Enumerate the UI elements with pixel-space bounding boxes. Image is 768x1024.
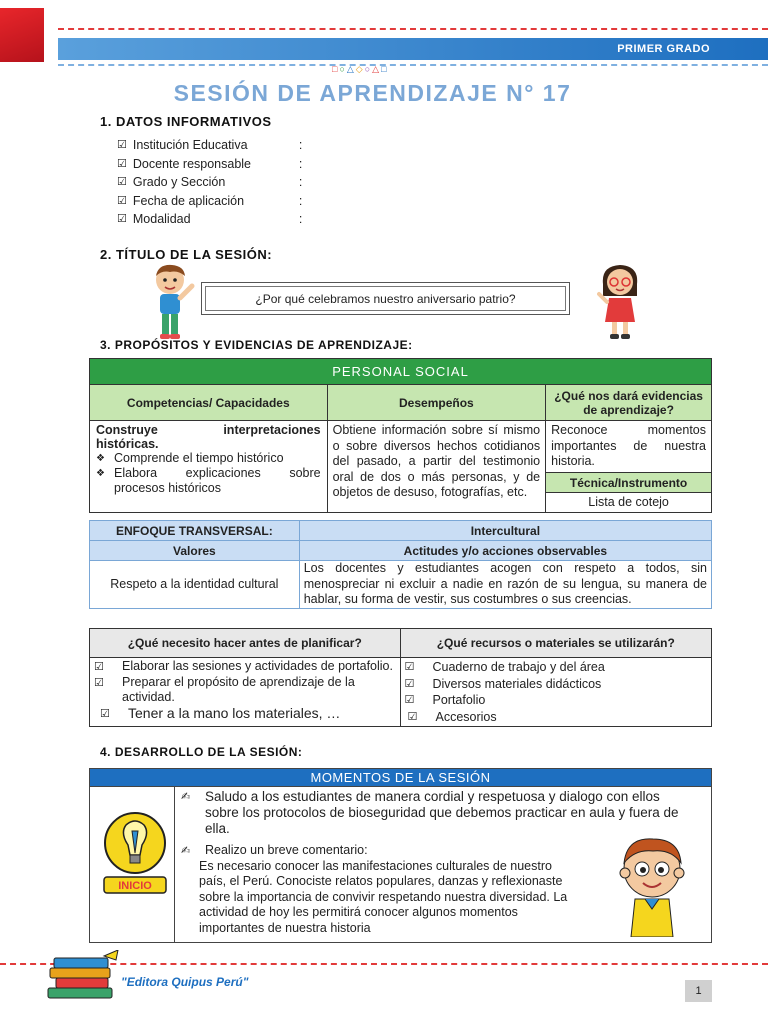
paragraph-2: ✍ Realizo un breve comentario: xyxy=(181,843,368,857)
section2-heading: 2. TÍTULO DE LA SESIÓN: xyxy=(100,247,273,262)
bullet-icon: ❖ xyxy=(96,453,105,464)
checkbox-icon: ☑ xyxy=(94,660,104,673)
boy-illustration xyxy=(148,262,196,340)
area-header: PERSONAL SOCIAL xyxy=(90,359,712,385)
section1-heading: 1. DATOS INFORMATIVOS xyxy=(100,114,272,129)
col-resources: ¿Qué recursos o materiales se utilizarán? xyxy=(400,629,712,658)
col-before: ¿Qué necesito hacer antes de planificar? xyxy=(90,629,401,658)
boy-thinking-illustration xyxy=(609,827,695,937)
capacidad-item: ❖ Comprende el tiempo histórico xyxy=(96,451,284,465)
list-item: ☑ Tener a la mano los materiales, … xyxy=(100,704,341,721)
datos-item: ☑ Docente responsable : xyxy=(117,155,302,174)
resources-list xyxy=(400,658,712,727)
shapes-decoration: □○△◇○△□ xyxy=(332,64,389,74)
tecnica-cell xyxy=(546,472,712,512)
checkbox-icon: ☑ xyxy=(117,212,127,225)
momentos-header: MOMENTOS DE LA SESIÓN xyxy=(90,769,712,787)
momentos-table xyxy=(89,768,712,943)
valor: Respeto a la identidad cultural xyxy=(90,561,300,609)
tecnica-label: Técnica/Instrumento xyxy=(546,473,711,493)
books-illustration xyxy=(44,950,122,1002)
session-question: ¿Por qué celebramos nuestro aniversario patrio? xyxy=(255,291,516,306)
checkbox-icon: ☑ xyxy=(404,660,415,673)
pen-icon: ✍ xyxy=(181,844,191,857)
section3-heading: 3. PROPÓSITOS Y EVIDENCIAS DE APRENDIZAJE: xyxy=(100,338,413,352)
datos-item: ☑ Modalidad : xyxy=(117,210,302,229)
header-dashed-line xyxy=(58,64,768,66)
page-title: SESIÓN DE APRENDIZAJE N° 17 xyxy=(173,80,572,106)
list-item: ☑ Preparar el propósito de aprendizaje de la actividad. xyxy=(94,674,355,704)
col-desempenos: Desempeños xyxy=(327,385,546,421)
list-item: ☑ Cuaderno de trabajo y del área xyxy=(404,660,605,674)
grade-label: PRIMER GRADO xyxy=(617,43,710,55)
section4-heading: 4. DESARROLLO DE LA SESIÓN: xyxy=(100,745,303,759)
inicio-label: INICIO xyxy=(118,880,152,892)
capacidad-item: ❖ Elabora explicaciones sobre procesos históricos xyxy=(96,466,321,495)
list-item: ☑ Elaborar las sesiones y actividades de portafolio. xyxy=(94,659,393,673)
paragraph-3: Es necesario conocer las manifestaciones culturales de nuestro país, el Perú. Conociste relatos populares, danzas y reflexionaste sobre la importancia de convivir respetando nuestra diversidad. La actividad de hoy les permitirá conocer algunos momentos importantes de nuestra historia xyxy=(199,858,568,935)
checkbox-icon: ☑ xyxy=(404,693,415,706)
pen-icon: ✍ xyxy=(181,790,191,803)
checkbox-icon: ☑ xyxy=(404,676,415,690)
propositos-table xyxy=(89,358,712,513)
tecnica-value: Lista de cotejo xyxy=(588,494,669,509)
evidencia: Reconoce momentos importantes de nuestra historia. xyxy=(546,421,712,473)
page-number: 1 xyxy=(685,980,712,1002)
datos-item: ☑ Grado y Sección : xyxy=(117,173,302,192)
col-valores: Valores xyxy=(90,541,300,561)
competencia-cell xyxy=(90,421,328,513)
checkbox-icon: ☑ xyxy=(117,156,127,170)
publisher-name: "Editora Quipus Perú" xyxy=(121,975,249,989)
header-bar xyxy=(58,38,768,60)
list-item: ☑ Diversos materiales didácticos xyxy=(404,676,602,691)
list-item: ☑ Portafolio xyxy=(404,693,486,707)
lightbulb-icon xyxy=(98,809,172,899)
checkbox-icon: ☑ xyxy=(117,193,127,207)
col-evidencias: ¿Qué nos dará evidencias de aprendizaje? xyxy=(546,385,712,421)
desempeno: Obtiene información sobre sí mismo o sobre diversos hechos cotidianos del pasado, a partir del testimonio oral de dos o más personas, y de objetos de desuso, fotografías, etc. xyxy=(327,421,546,513)
enfoque-label: ENFOQUE TRANSVERSAL: xyxy=(90,521,300,541)
enfoque-name: Intercultural xyxy=(299,521,711,541)
checkbox-icon: ☑ xyxy=(117,175,127,188)
datos-list xyxy=(117,136,302,229)
girl-illustration xyxy=(597,262,643,340)
enfoque-table xyxy=(89,520,712,609)
inicio-content xyxy=(175,787,712,943)
checkbox-icon: ☑ xyxy=(94,675,104,689)
datos-item: ☑ Fecha de aplicación : xyxy=(117,192,302,211)
corner-decoration xyxy=(0,8,44,62)
datos-item: ☑ Institución Educativa : xyxy=(117,136,302,155)
planning-table xyxy=(89,628,712,727)
col-competencias: Competencias/ Capacidades xyxy=(90,385,328,421)
top-dashed-line xyxy=(58,28,768,30)
competencia: Construye interpretaciones históricas. xyxy=(96,423,321,451)
checkbox-icon: ☑ xyxy=(407,709,418,723)
list-item: ☑ Accesorios xyxy=(407,709,497,724)
session-title-box xyxy=(201,282,570,315)
actitud: Los docentes y estudiantes acogen con respeto a todos, sin menospreciar ni excluir a nadie en razón de su lengua, su manera de hablar, su forma de vestir, sus costumbres o sus creencias. xyxy=(299,561,711,609)
checkbox-icon: ☑ xyxy=(100,706,110,720)
checkbox-icon: ☑ xyxy=(117,138,127,151)
before-list xyxy=(90,658,401,727)
inicio-cell xyxy=(90,787,175,943)
col-actitudes: Actitudes y/o acciones observables xyxy=(299,541,711,561)
paragraph-1: ✍ Saludo a los estudiantes de manera cordial y respetuosa y dialogo con ellos sobre los protocolos de bioseguridad que debemos practicar en aula y fuera de ella. xyxy=(181,789,679,836)
bullet-icon: ❖ xyxy=(96,468,105,479)
